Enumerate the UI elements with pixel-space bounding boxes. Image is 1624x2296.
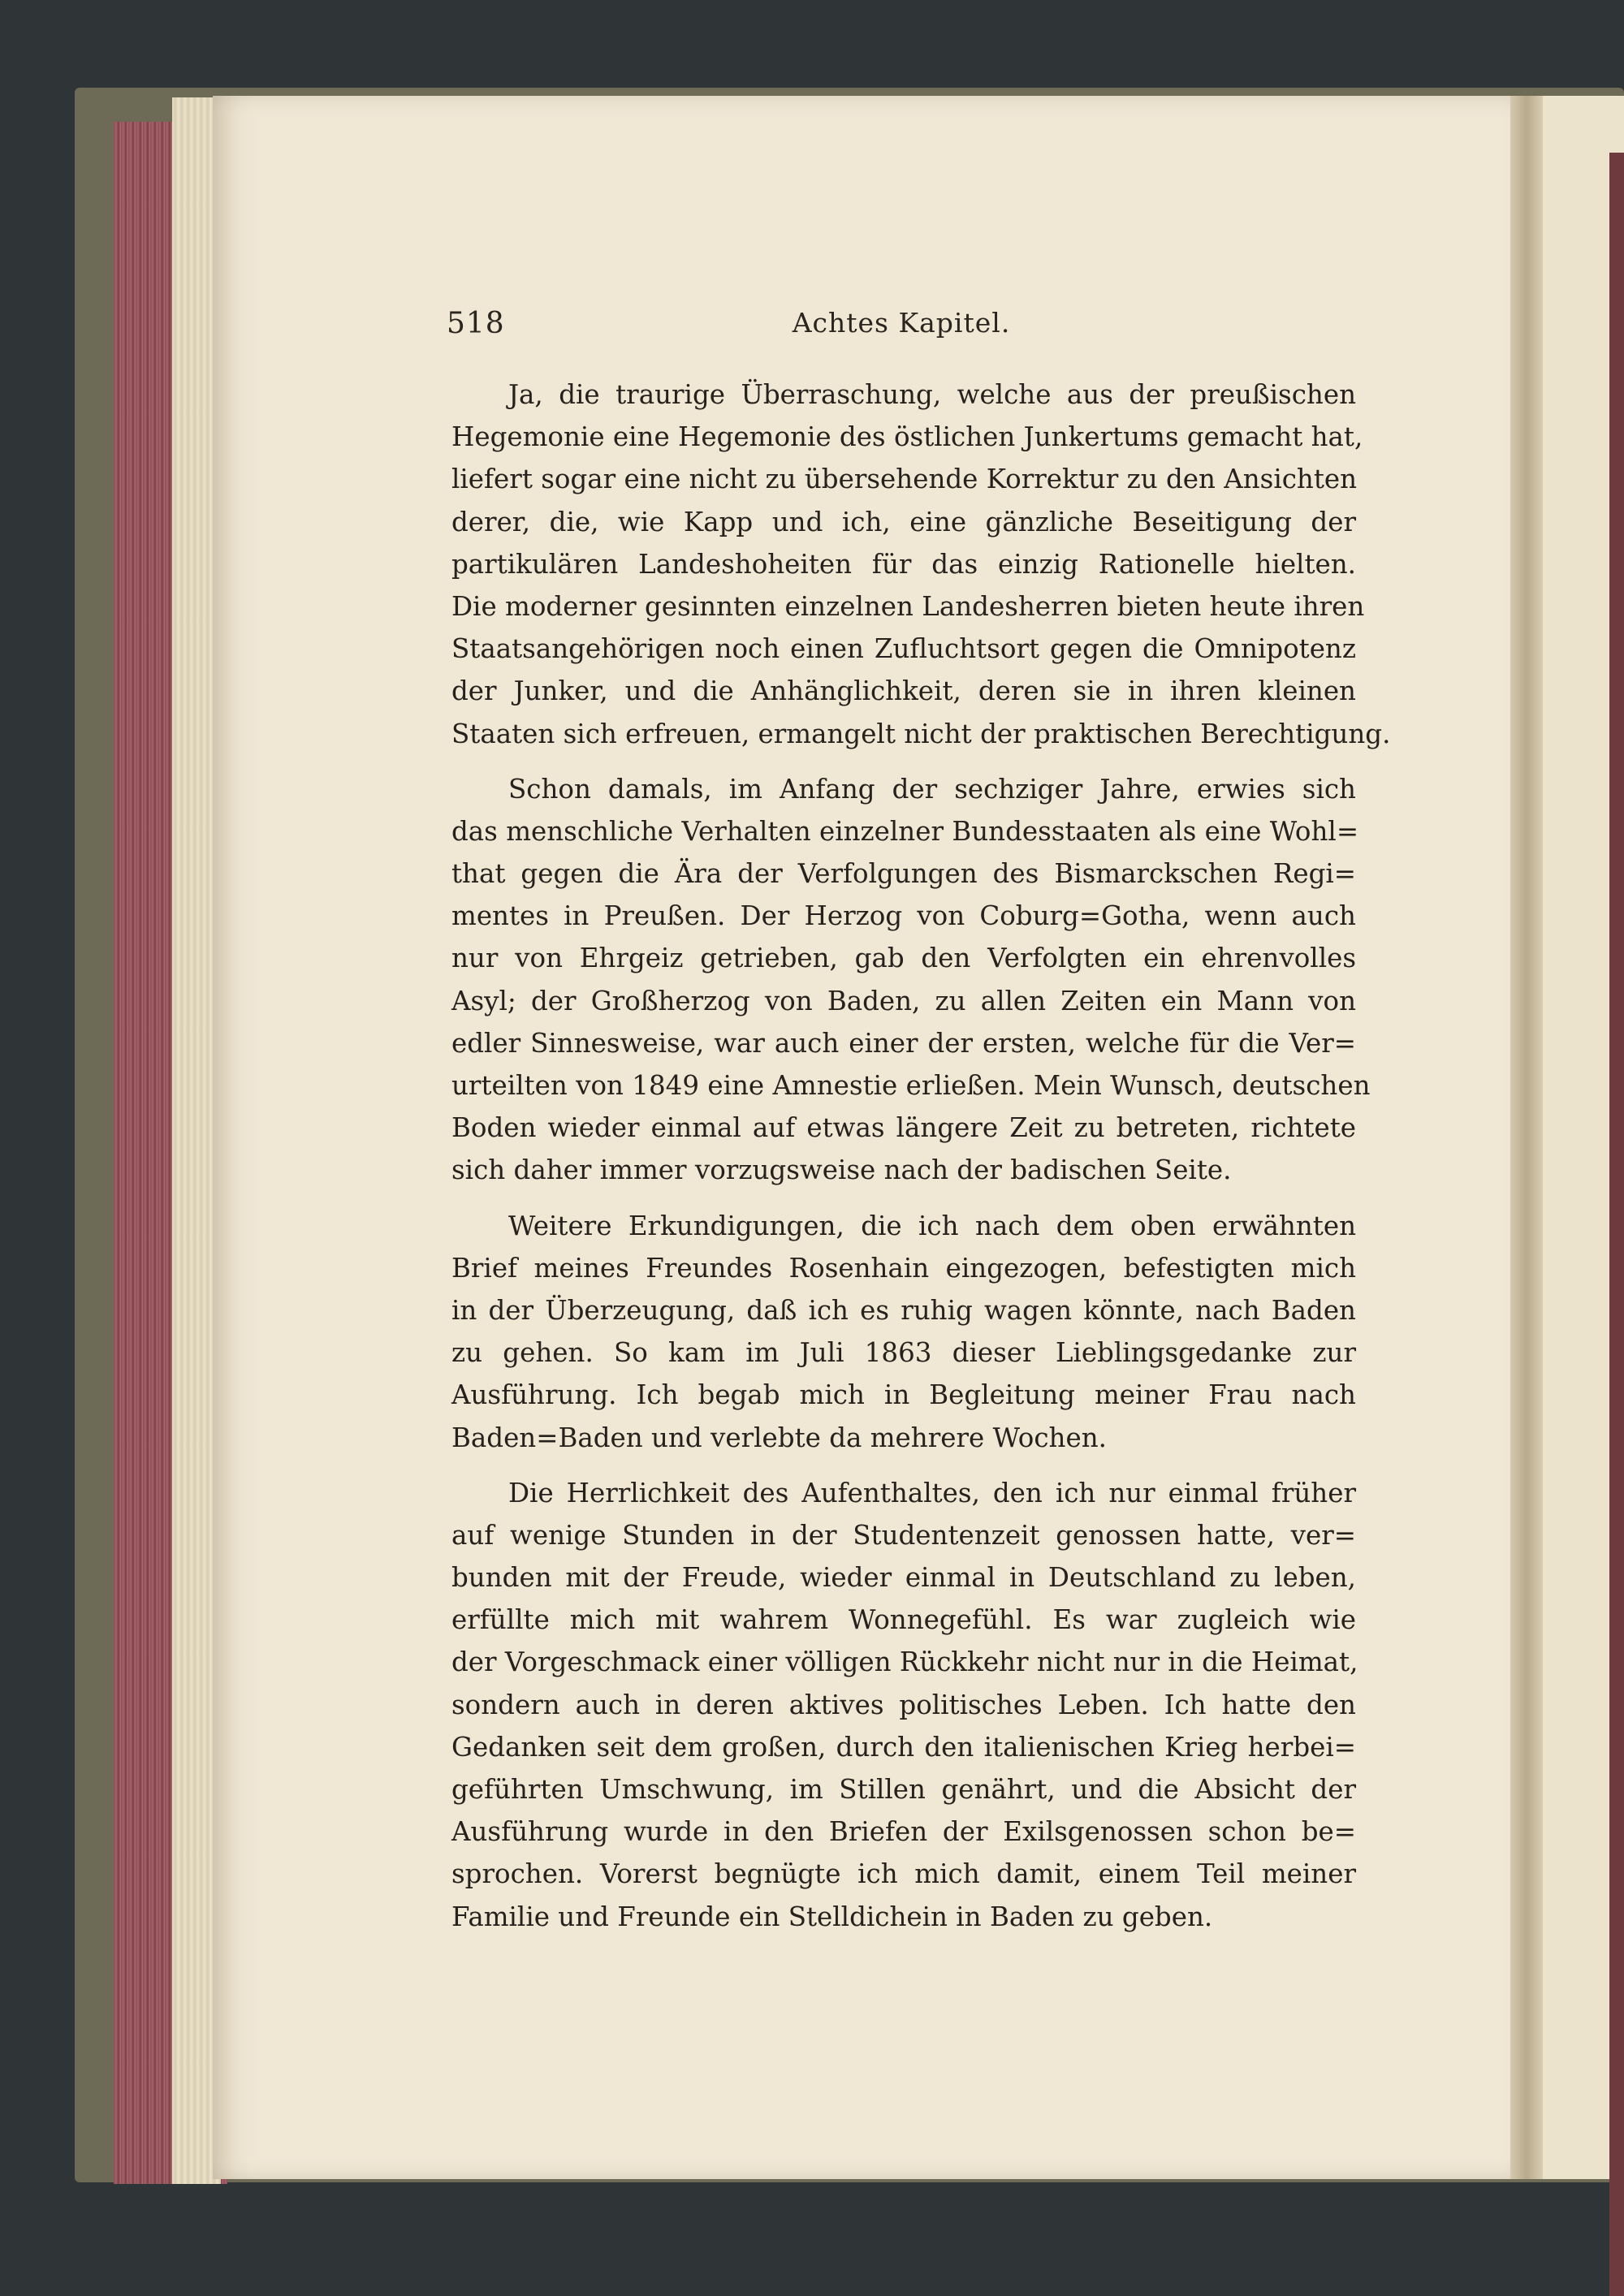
text-line: that gegen die Ära der Verfolgungen des Bismarckschen Regi= — [451, 858, 1356, 890]
text-line: Familie und Freunde ein Stelldichein in Baden zu geben. — [451, 1901, 1213, 1932]
text-line: Die Herrlichkeit des Aufenthaltes, den ich nur einmal früher — [508, 1477, 1356, 1508]
facing-page — [1543, 96, 1624, 2179]
text-line: bunden mit der Freude, wieder einmal in Deutschland zu leben, — [451, 1562, 1356, 1594]
text-line: Boden wieder einmal auf etwas längere Zeit zu betreten, richtete — [451, 1112, 1356, 1144]
text-line: Weitere Erkundigungen, die ich nach dem oben erwähnten — [508, 1210, 1356, 1241]
text-line: zu gehen. So kam im Juli 1863 dieser Lieblingsgedanke zur — [451, 1337, 1356, 1369]
text-line: Gedanken seit dem großen, durch den italienischen Krieg herbei= — [451, 1731, 1356, 1763]
text-line: sondern auch in deren aktives politisches Leben. Ich hatte den — [451, 1689, 1356, 1720]
text-line: Staatsangehörigen noch einen Zufluchtsort gegen die Omnipotenz — [451, 633, 1356, 665]
text-line: liefert sogar eine nicht zu übersehende Korrektur zu den Ansichten — [451, 464, 1358, 495]
book-gutter — [1510, 96, 1543, 2179]
body-text — [451, 373, 1391, 1951]
text-line: derer, die, wie Kapp und ich, eine gänzliche Beseitigung der — [451, 506, 1356, 537]
text-line: Ja, die traurige Überraschung, welche aus der preußischen — [508, 379, 1356, 410]
text-line: in der Überzeugung, daß ich es ruhig wagen könnte, nach Baden — [451, 1294, 1356, 1326]
text-line: auf wenige Stunden in der Studentenzeit genossen hatte, ver= — [451, 1519, 1356, 1551]
text-line: der Junker, und die Anhänglichkeit, deren sie in ihren kleinen — [451, 675, 1356, 707]
paragraph — [451, 768, 1371, 1192]
text-line: geführten Umschwung, im Stillen genährt, und die Absicht der — [451, 1774, 1356, 1805]
text-line: Schon damals, im Anfang der sechziger Jahre, erwies sich — [508, 773, 1356, 805]
page-header — [447, 307, 1356, 356]
text-line: Asyl; der Großherzog von Baden, zu allen Zeiten ein Mann von — [451, 985, 1356, 1016]
text-line: Hegemonie eine Hegemonie des östlichen Junkertums gemacht hat, — [451, 421, 1363, 453]
paragraph — [451, 373, 1391, 755]
text-line: erfüllte mich mit wahrem Wonnegefühl. Es war zugleich wie — [451, 1604, 1356, 1636]
text-line: sich daher immer vorzugsweise nach der badischen Seite. — [451, 1154, 1232, 1186]
text-line: sprochen. Vorerst begnügte ich mich damit, einem Teil meiner — [451, 1858, 1356, 1890]
text-line: nur von Ehrgeiz getrieben, gab den Verfolgten ein ehrenvolles — [451, 943, 1356, 974]
text-line: partikulären Landeshoheiten für das einzig Rationelle hielten. — [451, 548, 1356, 580]
text-line: der Vorgeschmack einer völligen Rückkehr nicht nur in die Heimat, — [451, 1646, 1358, 1678]
running-title: Achtes Kapitel. — [792, 307, 1011, 339]
text-line: Brief meines Freundes Rosenhain eingezogen, befestigten mich — [451, 1252, 1356, 1284]
text-line: Ausführung wurde in den Briefen der Exilsgenossen schon be= — [451, 1816, 1356, 1848]
paragraph — [451, 1472, 1356, 1938]
text-line: mentes in Preußen. Der Herzog von Coburg=Gotha, wenn auch — [451, 900, 1356, 932]
paragraph — [451, 1205, 1356, 1459]
text-line: Baden=Baden und verlebte da mehrere Wochen. — [451, 1422, 1107, 1453]
page-number: 518 — [447, 307, 505, 340]
text-line: Die moderner gesinnten einzelnen Landesherren bieten heute ihren — [451, 590, 1365, 622]
text-line: urteilten von 1849 eine Amnestie erließen. Mein Wunsch, deutschen — [451, 1070, 1371, 1101]
facing-page-edge — [1609, 153, 1624, 2296]
text-line: das menschliche Verhalten einzelner Bundesstaaten als eine Wohl= — [451, 815, 1359, 847]
text-line: Staaten sich erfreuen, ermangelt nicht der praktischen Berechtigung. — [451, 718, 1391, 749]
text-line: edler Sinnesweise, war auch einer der ersten, welche für die Ver= — [451, 1027, 1356, 1059]
text-line: Ausführung. Ich begab mich in Begleitung meiner Frau nach — [451, 1379, 1356, 1411]
